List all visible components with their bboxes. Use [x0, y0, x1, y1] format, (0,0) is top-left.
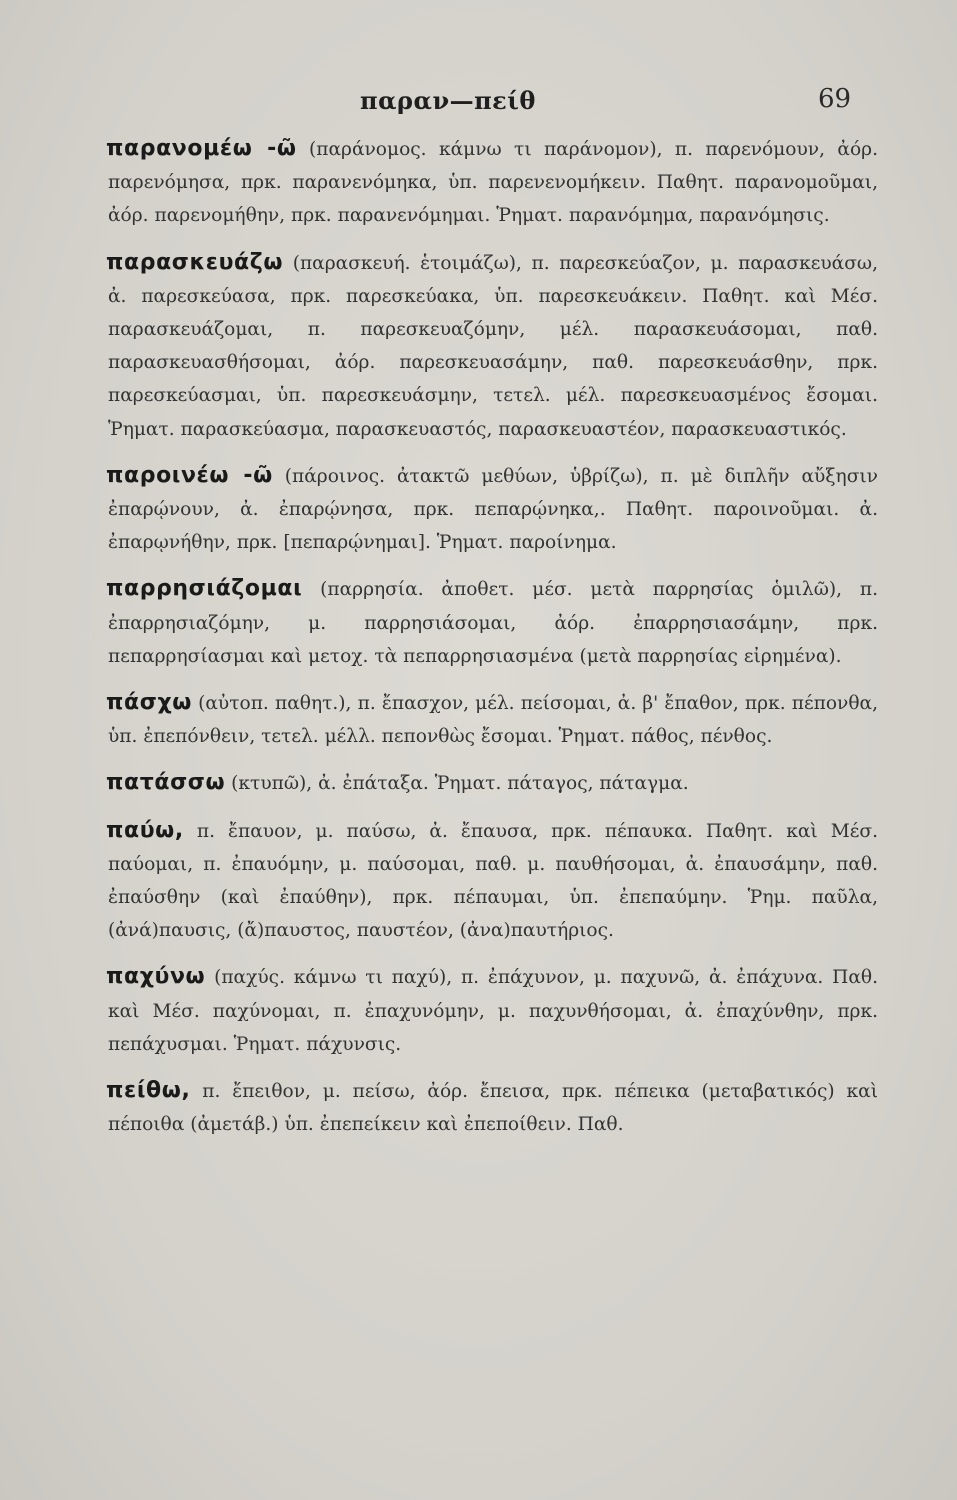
lemma: παχύνω	[106, 964, 206, 990]
dictionary-body	[108, 132, 878, 1154]
lemma: παροινέω -ῶ	[106, 462, 273, 488]
entry-definition: (παρασκευή. ἑτοιμάζω), π. παρεσκεύαζον, μ. παρασκευάσω, ἀ. παρεσκεύασα, πρκ. παρεσκεύακα, ὑπ. παρεσκευάκειν. Παθητ. καὶ Μέσ. παρασκευάζομαι, π. παρεσκευαζόμην, μέλ. παρασκευάσομαι, παθ. παρασκευασθήσομαι, ἀόρ. παρεσκευασάμην, παθ. παρεσκευάσθην, πρκ. παρεσκεύασμαι, ὑπ. παρεσκευάσμην, τετελ. μέλ. παρεσκευασμένος ἔσομαι. Ῥηματ. παρασκεύασμα, παρασκευαστός, παρασκευαστέον, παρασκευαστικός.	[108, 252, 878, 440]
entry-pascho	[108, 686, 878, 753]
entry-paraskeuazo	[108, 246, 878, 446]
entry-definition: (πάροινος. ἀτακτῶ μεθύων, ὑβρίζω), π. μὲ διπλῆν αὔξησιν ἐπαρῴνουν, ἀ. ἐπαρῴνησα, πρκ. πεπαρῴνηκα,. Παθητ. παροινοῦμαι. ἀ. ἐπαρῳνήθην, πρκ. [πεπαρῴνημαι]. Ῥηματ. παροίνημα.	[108, 465, 878, 554]
entry-paroineo	[108, 459, 878, 560]
entry-definition: (κτυπῶ), ἀ. ἐπάταξα. Ῥηματ. πάταγος, πάταγμα.	[225, 773, 689, 795]
running-head: παραν—πείθ	[360, 86, 536, 115]
entry-peitho	[108, 1074, 878, 1141]
lemma: παύω,	[106, 817, 184, 843]
entry-definition: π. ἔπειθον, μ. πείσω, ἀόρ. ἔπεισα, πρκ. πέπεικα (μεταβατικός) καὶ πέποιθα (ἀμετάβ.) ὑπ. ἐπεπείκειν καὶ ἐπεποίθειν. Παθ.	[108, 1081, 878, 1136]
entry-definition: (αὐτοπ. παθητ.), π. ἔπασχον, μέλ. πείσομαι, ἀ. β' ἔπαθον, πρκ. πέπονθα, ὑπ. ἐπεπόνθειν, τετελ. μέλλ. πεπονθὼς ἔσομαι. Ῥηματ. πάθος, πένθος.	[108, 693, 878, 748]
entry-definition: (παρρησία. ἀποθετ. μέσ. μετὰ παρρησίας ὁμιλῶ), π. ἐπαρρησιαζόμην, μ. παρρησιάσομαι, ἀόρ. ἐπαρρησιασάμην, πρκ. πεπαρρησίασμαι καὶ μετοχ. τὰ πεπαρρησιασμένα (μετὰ παρρησίας εἰρημένα).	[108, 579, 878, 667]
page-header	[0, 84, 957, 120]
lemma: παρανομέω -ῶ	[106, 136, 297, 161]
entry-definition: (παράνομος. κάμνω τι παράνομον), π. παρενόμουν, ἀόρ. παρενόμησα, πρκ. παρανενόμηκα, ὑπ. παρενενομήκειν. Παθητ. παρανομοῦμαι, ἀόρ. παρενομήθην, πρκ. παρανενόμημαι. Ῥηματ. παρανόμημα, παρανόμησις.	[108, 139, 878, 227]
lemma: πάσχω	[106, 690, 192, 716]
entry-patasso	[108, 766, 878, 800]
entry-definition: (παχύς. κάμνω τι παχύ), π. ἐπάχυνον, μ. παχυνῶ, ἀ. ἐπάχυνα. Παθ. καὶ Μέσ. παχύνομαι, π. ἐπαχυνόμην, μ. παχυνθήσομαι, ἀ. ἐπαχύνθην, πρκ. πεπάχυσμαι. Ῥηματ. πάχυνσις.	[108, 967, 878, 1055]
entry-pauo	[108, 814, 878, 948]
page-number: 69	[818, 84, 852, 114]
lemma: παρρησιάζομαι	[106, 576, 303, 602]
entry-paranomeo	[108, 132, 878, 233]
entry-pachyno	[108, 960, 878, 1061]
entry-parresiazomai	[108, 572, 878, 673]
lemma: πατάσσω	[106, 770, 226, 796]
lemma: παρασκευάζω	[106, 249, 284, 275]
lemma: πείθω,	[106, 1078, 191, 1104]
entry-definition: π. ἔπαυον, μ. παύσω, ἀ. ἔπαυσα, πρκ. πέπαυκα. Παθητ. καὶ Μέσ. παύομαι, π. ἐπαυόμην, μ. παύσομαι, παθ. μ. παυθήσομαι, ἀ. ἐπαυσάμην, παθ. ἐπαύσθην (καὶ ἐπαύθην), πρκ. πέπαυμαι, ὑπ. ἐπεπαύμην. Ῥημ. παῦλα, (ἀνά)παυσις, (ἄ)παυστος, παυστέον, (ἀνα)παυτήριος.	[108, 820, 878, 942]
